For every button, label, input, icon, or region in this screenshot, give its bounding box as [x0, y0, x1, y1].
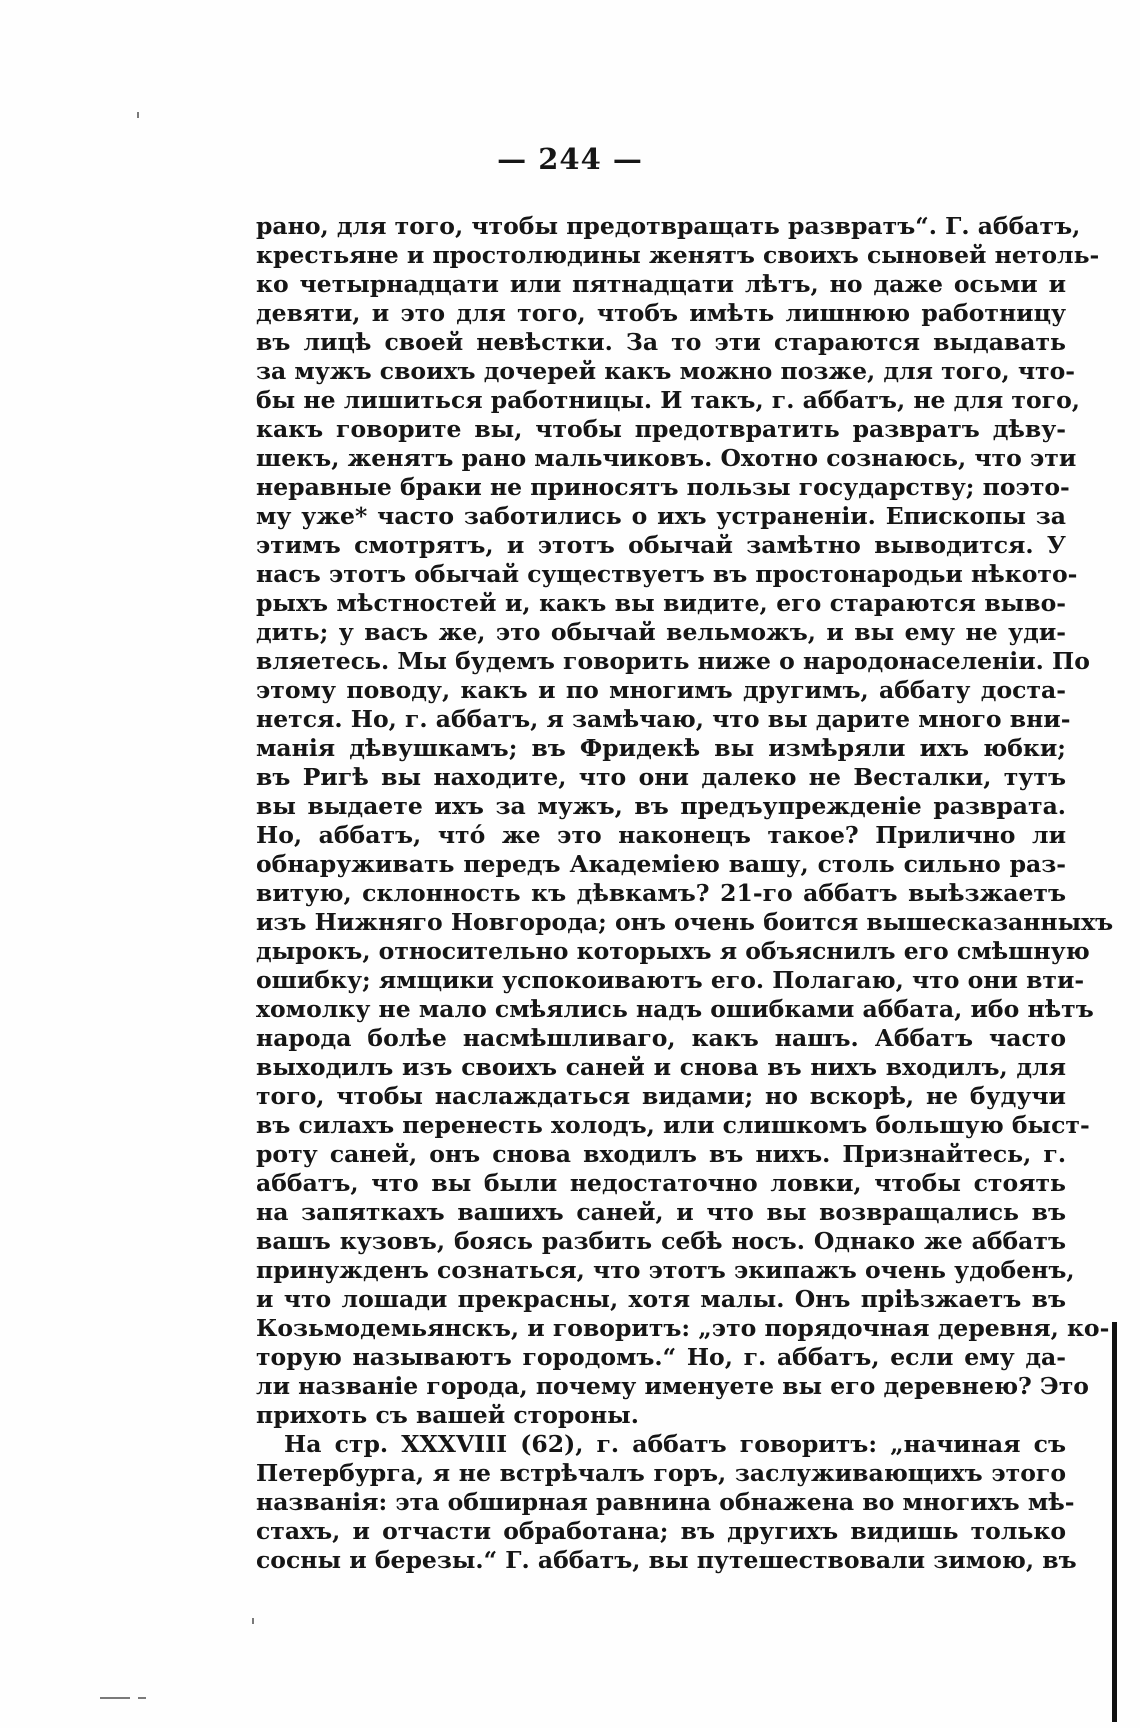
scan-dash [100, 1697, 130, 1699]
text-line: хомолку не мало смѣялись надъ ошибками аббата, ибо нѣтъ [256, 995, 1094, 1023]
text-line: манія дѣвушкамъ; въ Фридекѣ вы измѣряли ихъ юбки; [256, 734, 1066, 762]
text-line: въ лицѣ своей невѣстки. За то эти стараются выдавать [256, 328, 1066, 356]
text-line: ошибку; ямщики успокоиваютъ его. Полагаю, что они вти- [256, 966, 1085, 994]
scan-speck [252, 1618, 254, 1624]
text-line: неравные браки не приносятъ пользы государству; поэто- [256, 473, 1070, 501]
text-line: шекъ, женятъ рано мальчиковъ. Охотно сознаюсь, что эти [256, 444, 1077, 472]
text-line: и что лошади прекрасны, хотя малы. Онъ пріѣзжаетъ въ [256, 1285, 1066, 1313]
text-line: за мужъ своихъ дочерей какъ можно позже, для того, что- [256, 357, 1076, 385]
text-line: насъ этотъ обычай существуетъ въ простонародьи нѣкото- [256, 560, 1078, 588]
scan-speck [137, 112, 139, 118]
text-line: Но, аббатъ, что́ же это наконецъ такое? Прилично ли [256, 821, 1066, 849]
text-line: вляетесь. Мы будемъ говорить ниже о народонаселеніи. По [256, 647, 1090, 675]
text-line: крестьяне и простолюдины женятъ своихъ сыновей нетоль- [256, 241, 1100, 269]
paragraph-start-line: На стр. XXXVIII (62), г. аббатъ говоритъ: „начиная съ [284, 1430, 1066, 1458]
text-line: народа болѣе насмѣшливаго, какъ нашъ. Аббатъ часто [256, 1024, 1066, 1052]
text-line: того, чтобы наслаждаться видами; но вскорѣ, не будучи [256, 1082, 1066, 1110]
text-line: му уже* часто заботились о ихъ устраненіи. Епископы за [256, 502, 1066, 530]
text-line: изъ Нижняго Новгорода; онъ очень боится вышесказанныхъ [256, 908, 1114, 936]
text-line: на запяткахъ вашихъ саней, и что вы возвращались въ [256, 1198, 1066, 1226]
text-line: торую называютъ городомъ.“ Но, г. аббатъ, если ему да- [256, 1343, 1066, 1371]
text-line: стахъ, и отчасти обработана; въ другихъ видишь только [256, 1517, 1066, 1545]
text-line: витую, склонность къ дѣвкамъ? 21-го аббатъ выѣзжаетъ [256, 879, 1066, 907]
text-line: роту саней, онъ снова входилъ въ нихъ. Признайтесь, г. [256, 1140, 1066, 1168]
text-line: нется. Но, г. аббатъ, я замѣчаю, что вы дарите много вни- [256, 705, 1071, 733]
text-line: дить; у васъ же, это обычай вельможъ, и вы ему не уди- [256, 618, 1066, 646]
text-line: Козьмодемьянскъ, и говоритъ: „это порядочная деревня, ко- [256, 1314, 1110, 1342]
text-line: принужденъ сознаться, что этотъ экипажъ очень удобенъ, [256, 1256, 1075, 1284]
text-line: ли названіе города, почему именуете вы его деревнею? Это [256, 1372, 1089, 1400]
text-line: этимъ смотрятъ, и этотъ обычай замѣтно выводится. У [256, 531, 1066, 559]
text-line: ко четырнадцати или пятнадцати лѣтъ, но даже осьми и [256, 270, 1066, 298]
text-line: рано, для того, чтобы предотвращать развратъ“. Г. аббатъ, [256, 212, 1081, 240]
text-line: сосны и березы.“ Г. аббатъ, вы путешествовали зимою, въ [256, 1546, 1077, 1574]
text-line: названія: эта обширная равнина обнажена во многихъ мѣ- [256, 1488, 1075, 1516]
text-line: дырокъ, относительно которыхъ я объяснилъ его смѣшную [256, 937, 1090, 965]
text-line: въ Ригѣ вы находите, что они далеко не Весталки, тутъ [256, 763, 1066, 791]
text-line: въ силахъ перенесть холодъ, или слишкомъ большую быст- [256, 1111, 1090, 1139]
text-line: девяти, и это для того, чтобъ имѣть лишнюю работницу [256, 299, 1066, 327]
text-line: этому поводу, какъ и по многимъ другимъ, аббату доста- [256, 676, 1066, 704]
text-line: вашъ кузовъ, боясь разбить себѣ носъ. Однако же аббатъ [256, 1227, 1066, 1255]
text-line: аббатъ, что вы были недостаточно ловки, чтобы стоять [256, 1169, 1066, 1197]
body-text [256, 212, 1114, 1575]
binding-edge-shadow [1112, 1322, 1117, 1722]
paragraph-end-line: прихоть съ вашей стороны. [256, 1401, 639, 1429]
page-number: — 244 — [497, 142, 643, 176]
text-line: бы не лишиться работницы. И такъ, г. аббатъ, не для того, [256, 386, 1080, 414]
text-line: рыхъ мѣстностей и, какъ вы видите, его стараются выво- [256, 589, 1066, 617]
text-line: выходилъ изъ своихъ саней и снова въ нихъ входилъ, для [256, 1053, 1066, 1081]
text-line: какъ говорите вы, чтобы предотвратить развратъ дѣву- [256, 415, 1066, 443]
text-line: вы выдаете ихъ за мужъ, въ предъупрежденіе разврата. [256, 792, 1066, 820]
text-line: Петербурга, я не встрѣчалъ горъ, заслуживающихъ этого [256, 1459, 1066, 1487]
scan-dash [138, 1697, 146, 1699]
text-line: обнаруживать передъ Академіею вашу, столь сильно раз- [256, 850, 1066, 878]
